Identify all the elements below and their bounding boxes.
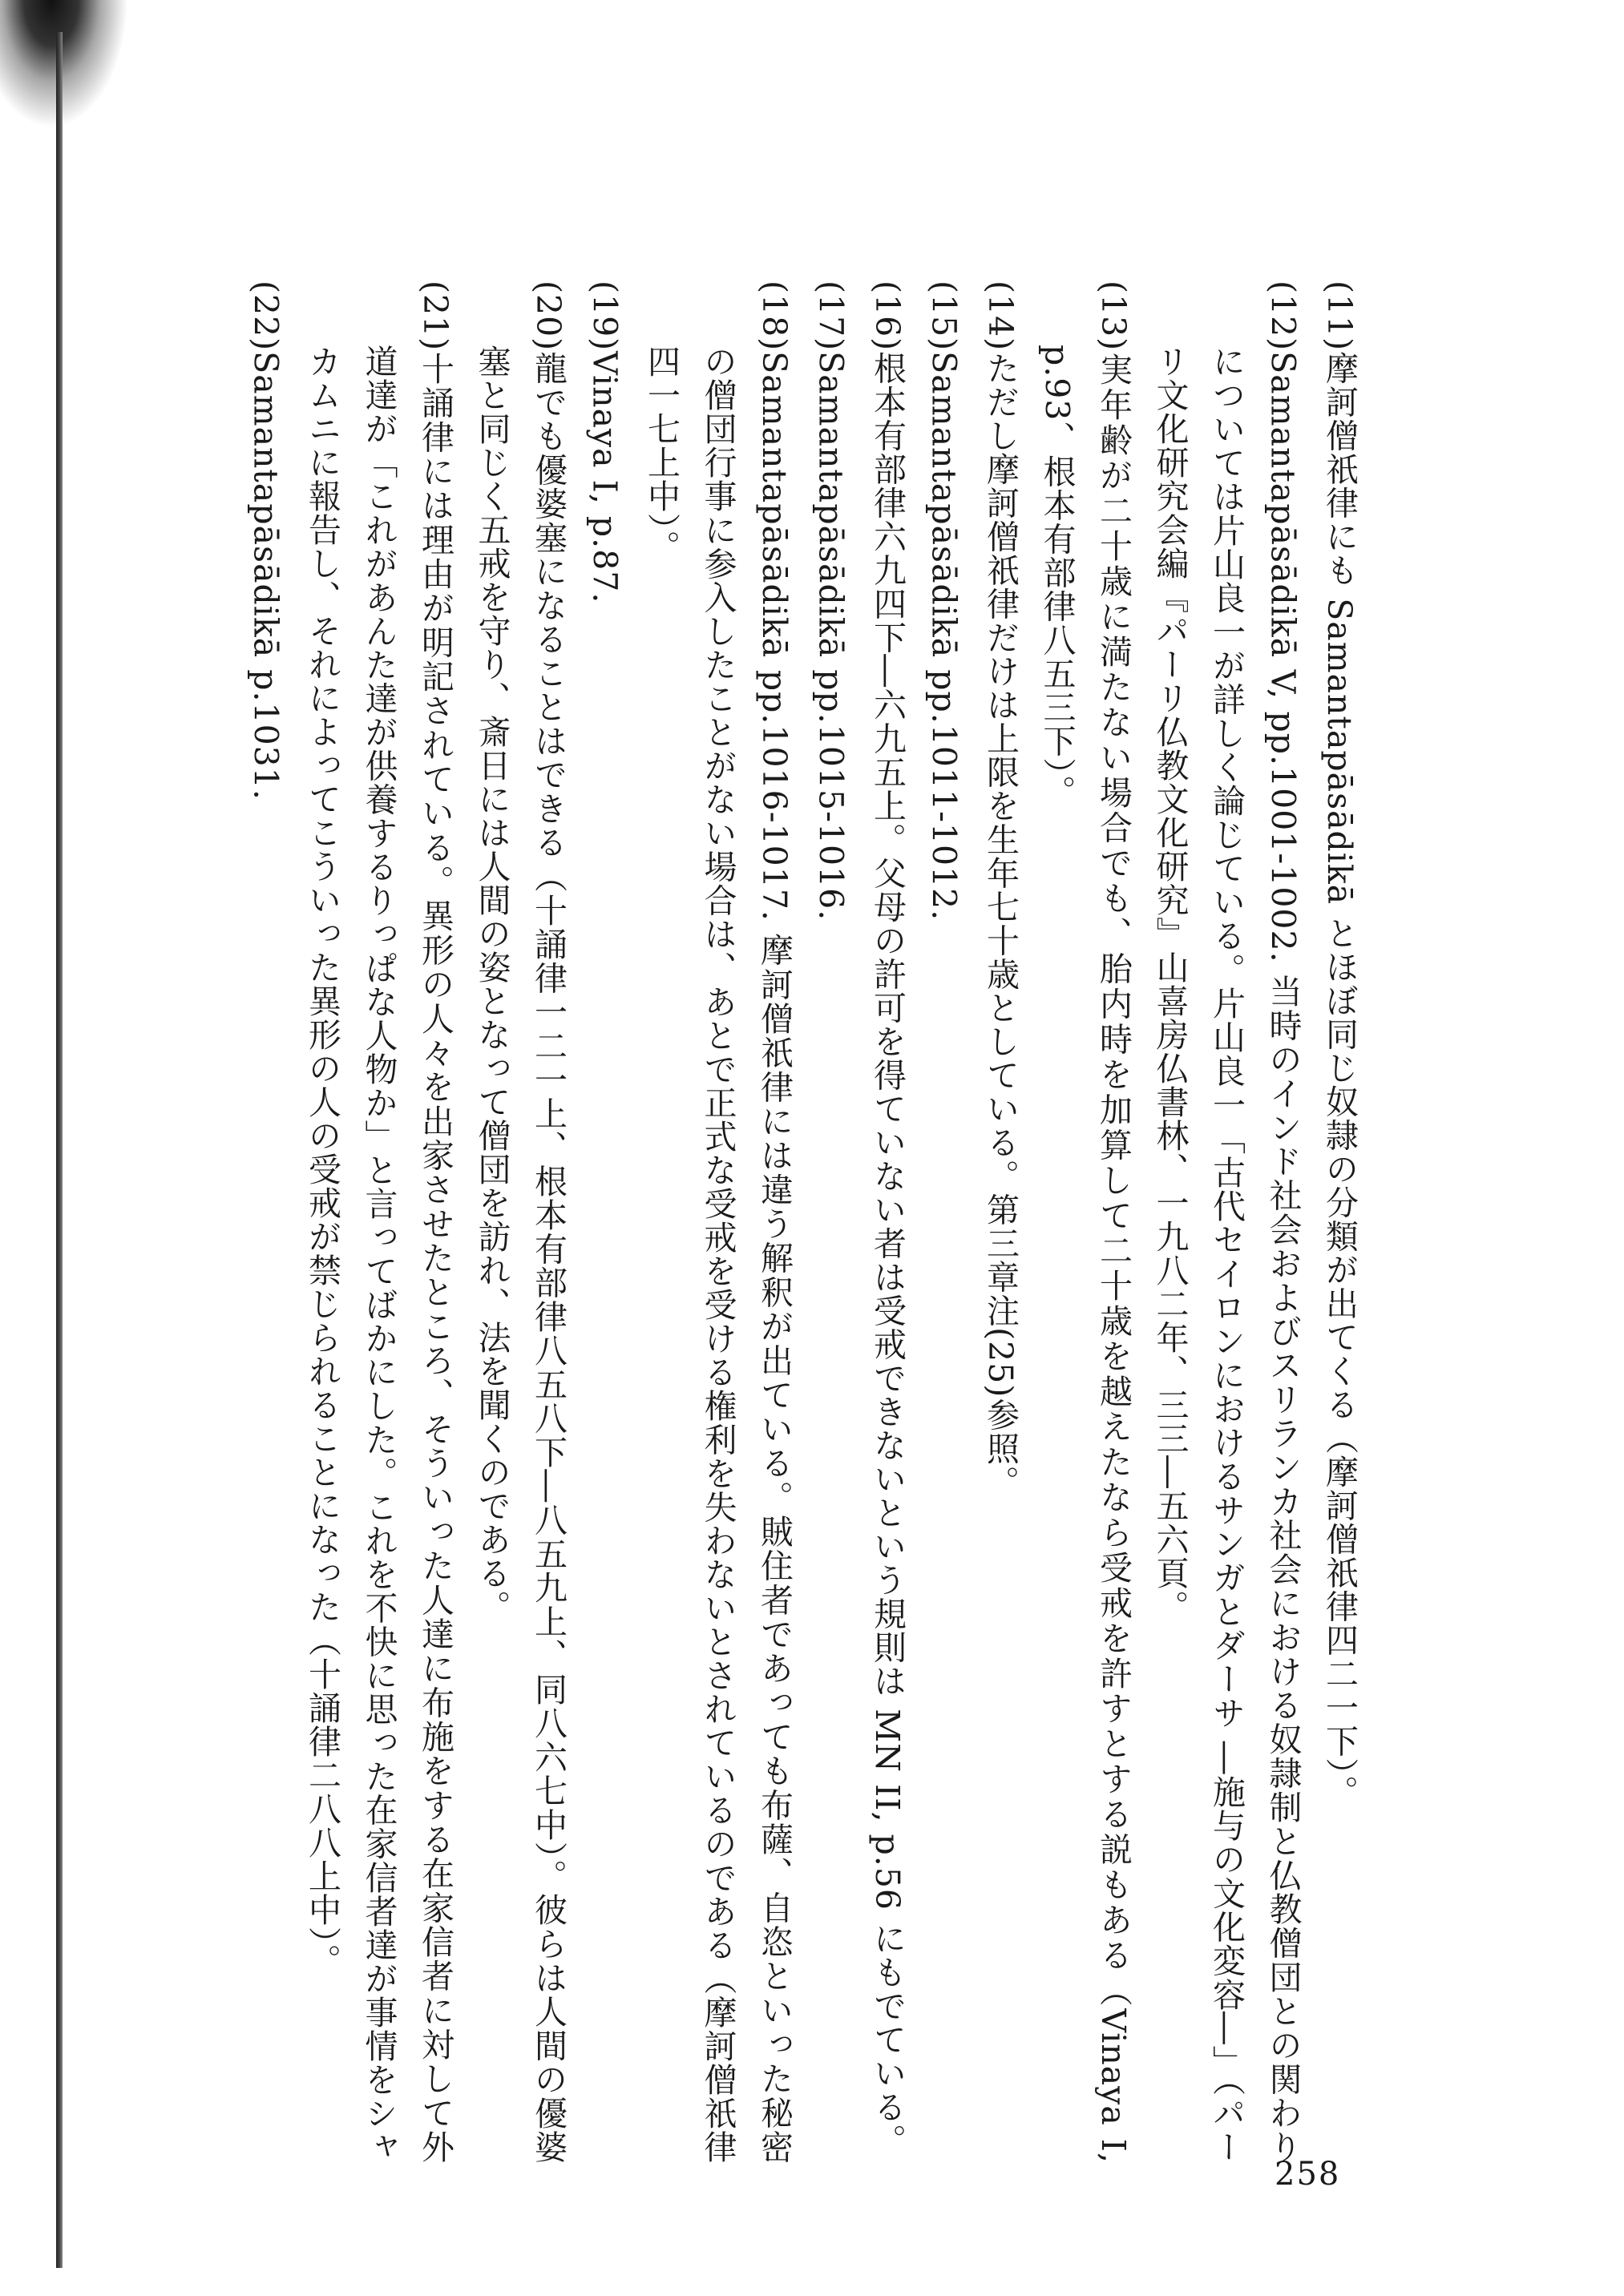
note-number: (16): [868, 280, 907, 352]
note-12: [1141, 280, 1311, 2164]
note-19: [576, 280, 633, 2164]
note-number: (15): [924, 280, 963, 352]
note-text: 実年齢が二十歳に満たない場合でも、胎内時を加算して二十歳を越えたなら受戒を許すとする説もある（Vinaya I, p.93、根本有部律八五三下）。: [1037, 345, 1133, 2164]
page-number: 258: [1275, 2156, 1341, 2193]
note-22: [237, 280, 294, 2164]
note-number: (18): [755, 280, 794, 352]
binding-shadow: [0, 0, 128, 128]
note-text: 摩訶僧祇律にも Samantapāsādikā とほぼ同じ奴隷の分類が出てくる（摩訶僧祇律四二一下）。: [1320, 351, 1359, 1809]
note-text: 十誦律には理由が明記されている。異形の人々を出家させたところ、そういった人達に布施をする在家信者に対して外道達が「これがあんた達が供養するりっぱな人物か」と言ってばかにした。これを不快に思った在家信者達が事情をシャカムニに報告し、それによってこういった異形の人の受戒が禁じられることになった（十誦律二八八上中）。: [303, 345, 454, 2164]
note-18: [633, 280, 803, 2164]
note-16: [859, 280, 916, 2164]
note-text: Samantapāsādikā pp.1015-1016.: [811, 351, 850, 922]
note-text: Samantapāsādikā pp.1011-1012.: [924, 351, 963, 922]
note-13: [1028, 280, 1141, 2164]
note-number: (12): [1263, 280, 1303, 352]
note-number: (13): [1094, 280, 1133, 352]
endnotes: [237, 280, 1367, 2164]
note-20: [463, 280, 576, 2164]
note-text: ただし摩訶僧祇律だけは上限を生年七十歳としている。第三章注(25)参照。: [981, 351, 1020, 1499]
note-number: (21): [416, 280, 454, 352]
note-number: (14): [981, 280, 1020, 352]
note-15: [915, 280, 972, 2164]
note-text: Samantapāsādikā p.1031.: [246, 351, 285, 801]
note-number: (11): [1320, 280, 1359, 352]
note-11: [1311, 280, 1368, 2164]
note-17: [802, 280, 859, 2164]
note-number: (22): [246, 280, 285, 352]
binding-edge: [56, 32, 63, 2268]
note-text: Vinaya I, p.87.: [585, 351, 624, 604]
note-number: (17): [811, 280, 850, 352]
note-text: 龍でも優婆塞になることはできる（十誦律一二一上、根本有部律八五八下―八五九上、同八六七中）。彼らは人間の優婆塞と同じく五戒を守り、斎日には人間の姿となって僧団を訪れ、法を聞くのである。: [472, 345, 568, 2165]
note-text: Samantapāsādikā V, pp.1001-1002. 当時のインド社会およびスリランカ社会における奴隷制と仏教僧団との関わりについては片山良一が詳しく論じている。片山良一「古代セイロンにおけるサンガとダーサ ―施与の文化変容―」（パーリ文化研究会編『パーリ仏教文化研究』山喜房仏書林、一九八二年、三三―五六頁。: [1150, 345, 1303, 2164]
note-21: [294, 280, 464, 2164]
note-number: (20): [529, 280, 568, 352]
note-text: Samantapāsādikā pp.1016-1017. 摩訶僧祇律には違う解釈が出ている。賊住者であっても布薩、自恣といった秘密の僧団行事に参入したことがない場合は、あとで正式な受戒を受ける権利を失わないとされているのである（摩訶僧祇律四一七上中）。: [642, 345, 794, 2164]
note-number: (19): [585, 280, 624, 352]
note-14: [972, 280, 1029, 2164]
note-text: 根本有部律六九四下―六九五上。父母の許可を得ていない者は受戒できないという規則は MN II, p.56 にもでている。: [868, 351, 907, 2158]
